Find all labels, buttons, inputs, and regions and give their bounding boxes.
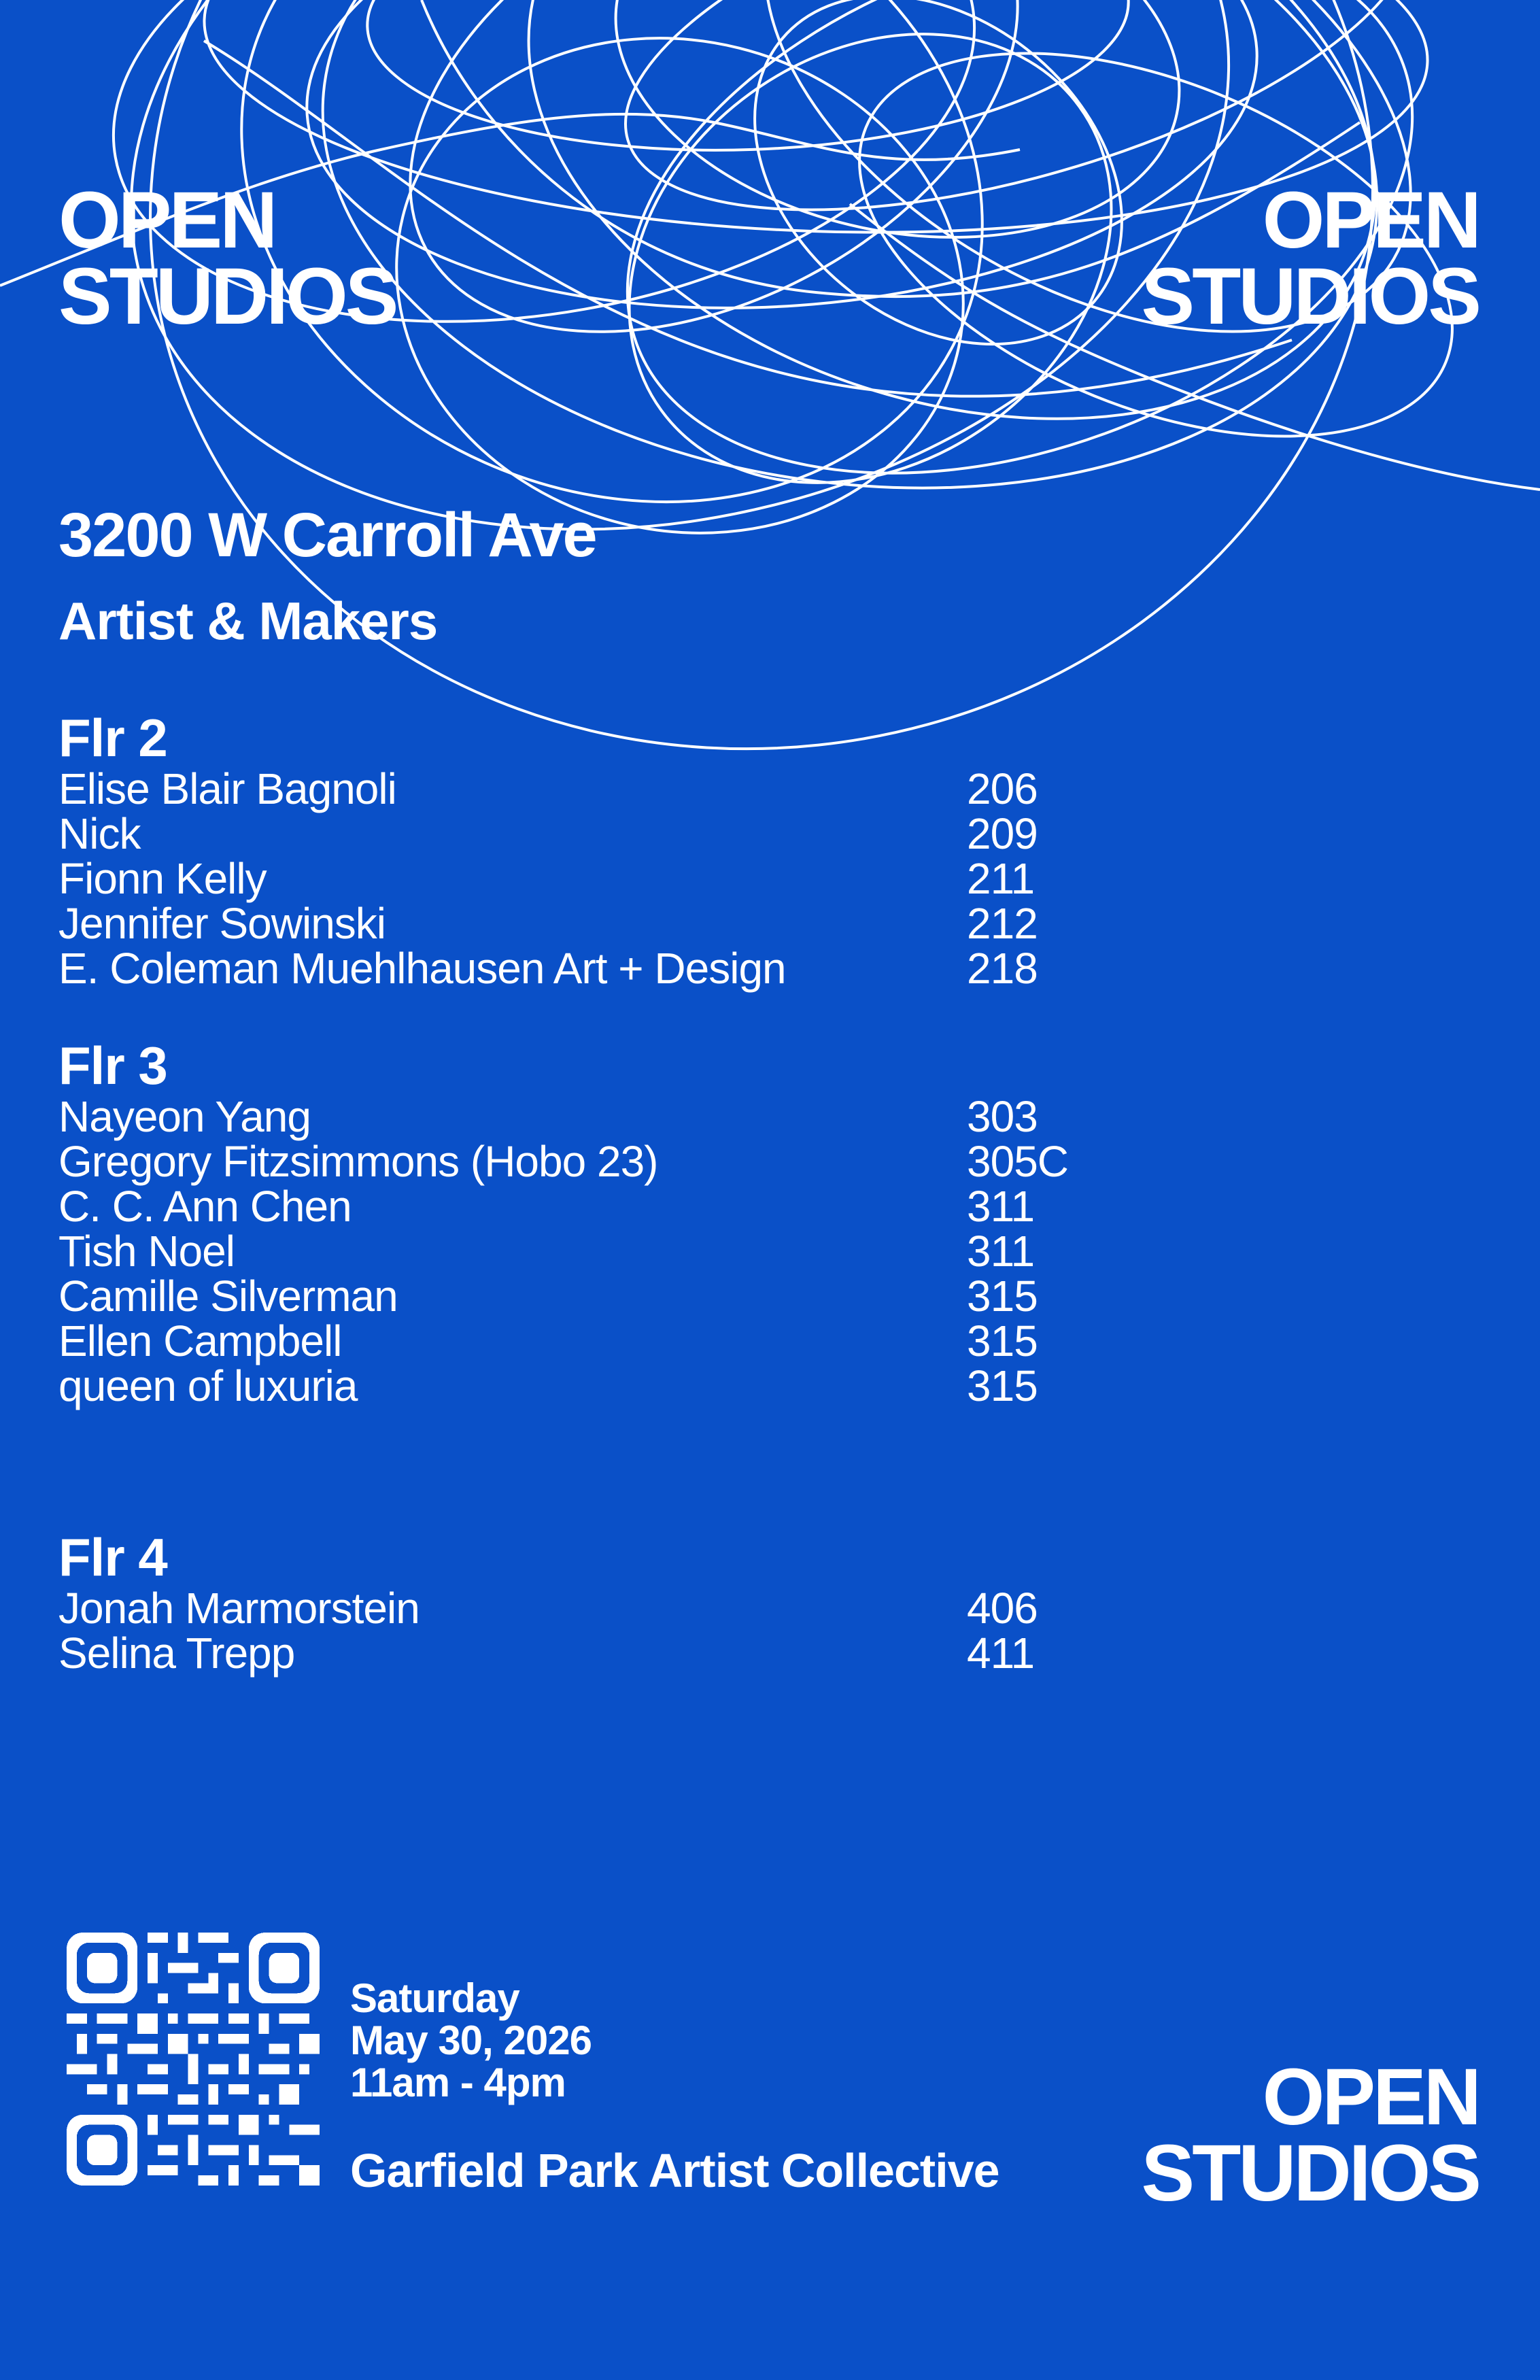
- artist-row: [58, 1094, 1119, 1139]
- artist-row: [58, 901, 1119, 946]
- artist-row: [58, 766, 1119, 811]
- subtitle: Artist & Makers: [58, 591, 438, 651]
- room-number: 315: [967, 1316, 1038, 1365]
- artist-name: Tish Noel: [58, 1227, 235, 1276]
- room-number: 209: [967, 809, 1038, 858]
- headline-bottom-right: [1141, 2052, 1479, 2218]
- artist-name: queen of luxuria: [58, 1361, 358, 1410]
- artist-name: Ellen Campbell: [58, 1316, 342, 1365]
- headline-line-1: OPEN: [1262, 175, 1479, 265]
- artist-name: Fionn Kelly: [58, 854, 267, 903]
- artist-name: Elise Blair Bagnoli: [58, 764, 396, 813]
- qr-code-icon[interactable]: [67, 1933, 320, 2186]
- artist-name: Nayeon Yang: [58, 1092, 311, 1141]
- floor-title: Flr 2: [58, 708, 167, 768]
- floor-4-section: [58, 1527, 1119, 1678]
- artist-row: [58, 1586, 1119, 1631]
- artist-row: [58, 811, 1119, 856]
- artist-row: [58, 856, 1119, 901]
- event-info: [350, 1977, 592, 2104]
- artist-row: [58, 946, 1119, 991]
- artist-row: [58, 1274, 1119, 1319]
- headline-line-2: STUDIOS: [1141, 2128, 1479, 2218]
- floor-title: Flr 3: [58, 1036, 167, 1095]
- organizer-name: Garfield Park Artist Collective: [350, 2144, 999, 2197]
- room-number: 303: [967, 1092, 1038, 1141]
- room-number: 211: [967, 854, 1035, 903]
- headline-top-right: [1141, 175, 1479, 341]
- room-number: 212: [967, 899, 1038, 948]
- artist-row: [58, 1184, 1119, 1229]
- headline-line-1: OPEN: [58, 175, 275, 265]
- room-number: 315: [967, 1361, 1038, 1410]
- room-number: 206: [967, 764, 1038, 813]
- artist-name: E. Coleman Muehlhausen Art + Design: [58, 944, 786, 993]
- floor-2-section: [58, 708, 1119, 993]
- room-number: 315: [967, 1272, 1038, 1321]
- address: 3200 W Carroll Ave: [58, 500, 596, 570]
- artist-row: [58, 1316, 1119, 1365]
- artist-name: Jonah Marmorstein: [58, 1584, 420, 1633]
- event-day: Saturday: [350, 1975, 519, 2021]
- artist-row: [58, 1363, 1119, 1408]
- room-number: 311: [967, 1182, 1035, 1231]
- headline-line-1: OPEN: [1262, 2052, 1479, 2142]
- artist-name: Gregory Fitzsimmons (Hobo 23): [58, 1137, 658, 1186]
- artist-name: Nick: [58, 809, 141, 858]
- artist-name: C. C. Ann Chen: [58, 1182, 352, 1231]
- artist-name: Jennifer Sowinski: [58, 899, 386, 948]
- event-time: 11am - 4pm: [350, 2060, 566, 2105]
- room-number: 218: [967, 944, 1038, 993]
- room-number: 411: [967, 1629, 1035, 1678]
- room-number: 311: [967, 1227, 1035, 1276]
- event-date: May 30, 2026: [350, 2018, 592, 2063]
- scribble-graphic: [0, 0, 1540, 816]
- room-number: 305C: [967, 1137, 1068, 1186]
- artist-row: [58, 1229, 1119, 1274]
- room-number: 406: [967, 1584, 1038, 1633]
- floor-3-section: [58, 1038, 1119, 1408]
- artist-row: [58, 1631, 1119, 1676]
- artist-row: [58, 1139, 1119, 1184]
- floor-title: Flr 4: [58, 1527, 167, 1587]
- headline-top-left: [58, 175, 396, 341]
- headline-line-2: STUDIOS: [1141, 252, 1479, 341]
- headline-line-2: STUDIOS: [58, 252, 396, 341]
- artist-name: Selina Trepp: [58, 1629, 295, 1678]
- artist-name: Camille Silverman: [58, 1272, 398, 1321]
